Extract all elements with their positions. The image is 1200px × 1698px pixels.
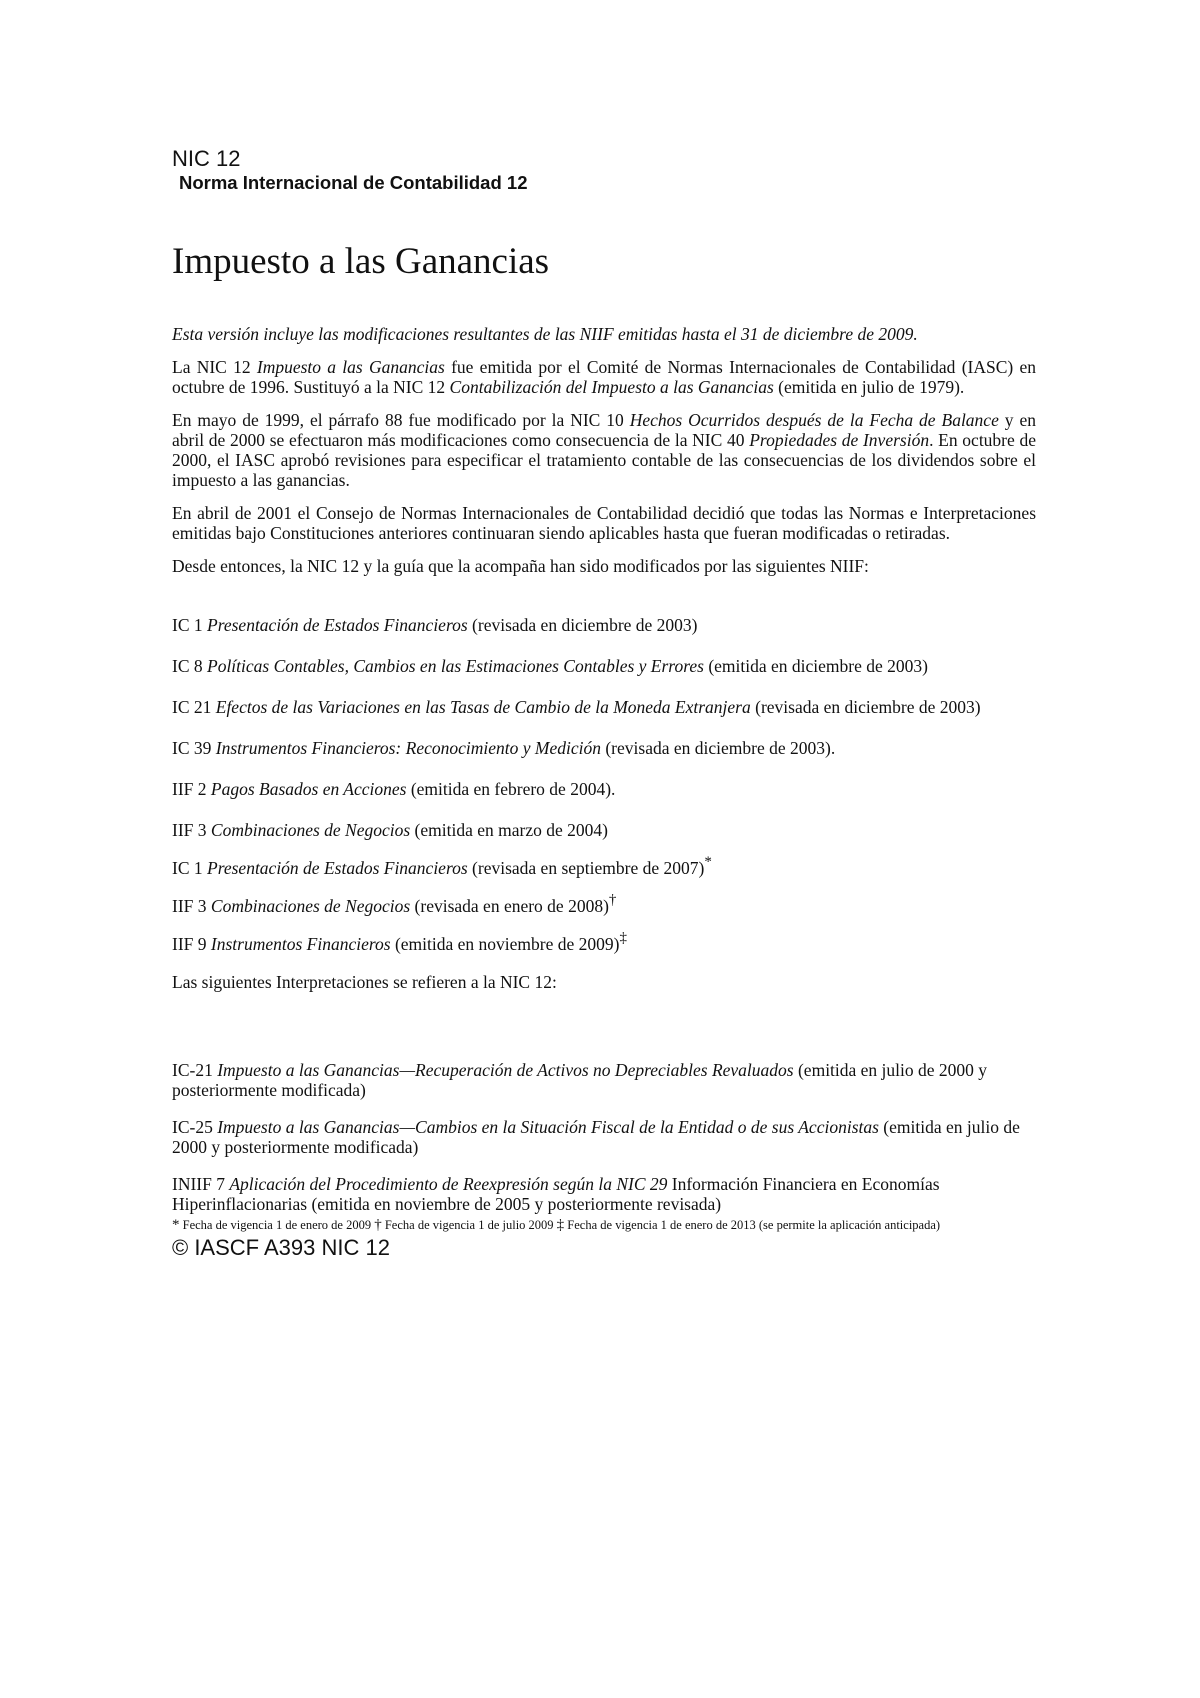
amendment-title: Instrumentos Financieros xyxy=(210,934,391,954)
interpretation-note: Información Financiera en Economías Hiperinflacionarias (emitida en noviembre de 2005 y posteriormente revisada) xyxy=(172,1174,940,1214)
interpretation-title: Impuesto a las Ganancias—Cambios en la Situación Fiscal de la Entidad o de sus Accionistas xyxy=(217,1117,879,1137)
list-item xyxy=(172,656,1036,676)
amendment-note: (emitida en diciembre de 2003) xyxy=(703,656,928,676)
list-item xyxy=(172,779,1036,799)
amendment-code: IIF 9 xyxy=(172,934,211,954)
interpretation-code: INIIF 7 xyxy=(172,1174,230,1194)
interpretations-intro: Las siguientes Interpretaciones se refieren a la NIC 12: xyxy=(172,972,557,992)
text-run: . En octubre de 2000, el IASC aprobó revisiones para especificar el tratamiento contable de las consecuencias de los dividendos sobre el impuesto a las ganancias. xyxy=(172,430,1037,490)
paragraph-amendments-history xyxy=(172,410,1036,490)
amendment-code: IC 39 xyxy=(172,738,216,758)
text-run: y en abril de 2000 se efectuaron más modificaciones como consecuencia de la NIC 40 xyxy=(172,410,1036,450)
amendment-note: (emitida en noviembre de 2009) xyxy=(390,934,620,954)
amendment-note: (emitida en febrero de 2004). xyxy=(406,779,616,799)
footnote-symbol: * xyxy=(172,1217,180,1233)
copyright-notice: © IASCF A393 NIC 12 xyxy=(172,1235,390,1260)
amendment-code: IIF 3 xyxy=(172,820,211,840)
amendment-note: (revisada en diciembre de 2003) xyxy=(750,697,981,717)
footnote-text: Fecha de vigencia 1 de enero de 2009 xyxy=(179,1218,375,1232)
paragraph-issuance xyxy=(172,357,1036,397)
paragraph-board-decision: En abril de 2001 el Consejo de Normas Internacionales de Contabilidad decidió que todas las Normas e Interpretaciones emitidas bajo Constituciones anteriores continuaran siendo aplicables hasta que fueran modificadas o retiradas. xyxy=(172,503,1036,543)
amendment-note: (revisada en diciembre de 2003). xyxy=(600,738,836,758)
amendment-title: Pagos Basados en Acciones xyxy=(210,779,407,799)
amendment-code: IC 8 xyxy=(172,656,207,676)
amendment-title: Combinaciones de Negocios xyxy=(210,820,411,840)
footnote-text: Fecha de vigencia 1 de enero de 2013 (se permite la aplicación anticipada) xyxy=(564,1218,941,1232)
interpretation-code: IC-25 xyxy=(172,1117,218,1137)
interpretation-item xyxy=(172,1060,1036,1100)
amendment-note: (emitida en marzo de 2004) xyxy=(410,820,608,840)
text-run: En mayo de 1999, el párrafo 88 fue modificado por la NIC 10 xyxy=(172,410,630,430)
document-page xyxy=(172,146,1036,1261)
amendments-list xyxy=(172,615,1036,954)
amendment-note: (revisada en diciembre de 2003) xyxy=(467,615,698,635)
standard-title-ref: Propiedades de Inversión xyxy=(749,430,930,450)
footnote-marker: † xyxy=(608,892,617,908)
standard-title-ref: Hechos Ocurridos después de la Fecha de Balance xyxy=(629,410,999,430)
amendment-note: (revisada en septiembre de 2007) xyxy=(467,858,705,878)
standard-subtitle: Norma Internacional de Contabilidad 12 xyxy=(179,172,528,193)
amendment-title: Presentación de Estados Financieros xyxy=(207,858,468,878)
paragraph-amended-by: Desde entonces, la NIC 12 y la guía que la acompaña han sido modificados por las siguientes NIIF: xyxy=(172,556,869,576)
list-item xyxy=(172,697,1036,717)
footnotes xyxy=(172,1218,1036,1233)
interpretation-note: (emitida en julio de 2000 y posteriormente modificada) xyxy=(172,1117,1020,1157)
amendment-code: IC 1 xyxy=(172,858,207,878)
text-run: fue emitida por el Comité de Normas Internacionales de Contabilidad (IASC) en octubre de 1996. Sustituyó a la NIC 12 xyxy=(172,357,1036,397)
list-item xyxy=(172,854,1036,878)
list-item xyxy=(172,738,1036,758)
text-run: (emitida en julio de 1979). xyxy=(773,377,965,397)
text-run: La NIC 12 xyxy=(172,357,257,377)
footnote-marker: * xyxy=(704,854,712,870)
list-item xyxy=(172,930,1036,954)
amendment-title: Políticas Contables, Cambios en las Estimaciones Contables y Errores xyxy=(207,656,704,676)
amendment-note: (revisada en enero de 2008) xyxy=(410,896,609,916)
standard-code: NIC 12 xyxy=(172,146,241,171)
footnote-symbol: † xyxy=(374,1217,382,1233)
amendment-title: Instrumentos Financieros: Reconocimiento y Medición xyxy=(215,738,601,758)
amendment-code: IIF 2 xyxy=(172,779,211,799)
amendment-code: IIF 3 xyxy=(172,896,211,916)
list-item xyxy=(172,615,1036,635)
interpretation-item xyxy=(172,1174,1036,1214)
footnote-text: Fecha de vigencia 1 de julio 2009 xyxy=(381,1218,557,1232)
amendment-code: IC 21 xyxy=(172,697,216,717)
interpretation-code: IC-21 xyxy=(172,1060,218,1080)
amendment-title: Presentación de Estados Financieros xyxy=(207,615,468,635)
interpretation-title: Aplicación del Procedimiento de Reexpresión según la NIC 29 xyxy=(229,1174,668,1194)
list-item xyxy=(172,892,1036,916)
document-title: Impuesto a las Ganancias xyxy=(172,241,550,282)
amendment-code: IC 1 xyxy=(172,615,207,635)
standard-title-ref: Contabilización del Impuesto a las Ganancias xyxy=(449,377,774,397)
version-note: Esta versión incluye las modificaciones resultantes de las NIIF emitidas hasta el 31 de diciembre de 2009. xyxy=(172,324,918,344)
footnote-marker: ‡ xyxy=(619,930,627,946)
standard-title-ref: Impuesto a las Ganancias xyxy=(256,357,445,377)
amendment-title: Combinaciones de Negocios xyxy=(210,896,411,916)
list-item xyxy=(172,820,1036,840)
footnote-symbol: ‡ xyxy=(556,1217,565,1233)
amendment-title: Efectos de las Variaciones en las Tasas de Cambio de la Moneda Extranjera xyxy=(215,697,751,717)
interpretation-item xyxy=(172,1117,1036,1157)
interpretation-title: Impuesto a las Ganancias—Recuperación de Activos no Depreciables Revaluados xyxy=(217,1060,794,1080)
interpretation-note: (emitida en julio de 2000 y posteriormente modificada) xyxy=(172,1060,988,1100)
